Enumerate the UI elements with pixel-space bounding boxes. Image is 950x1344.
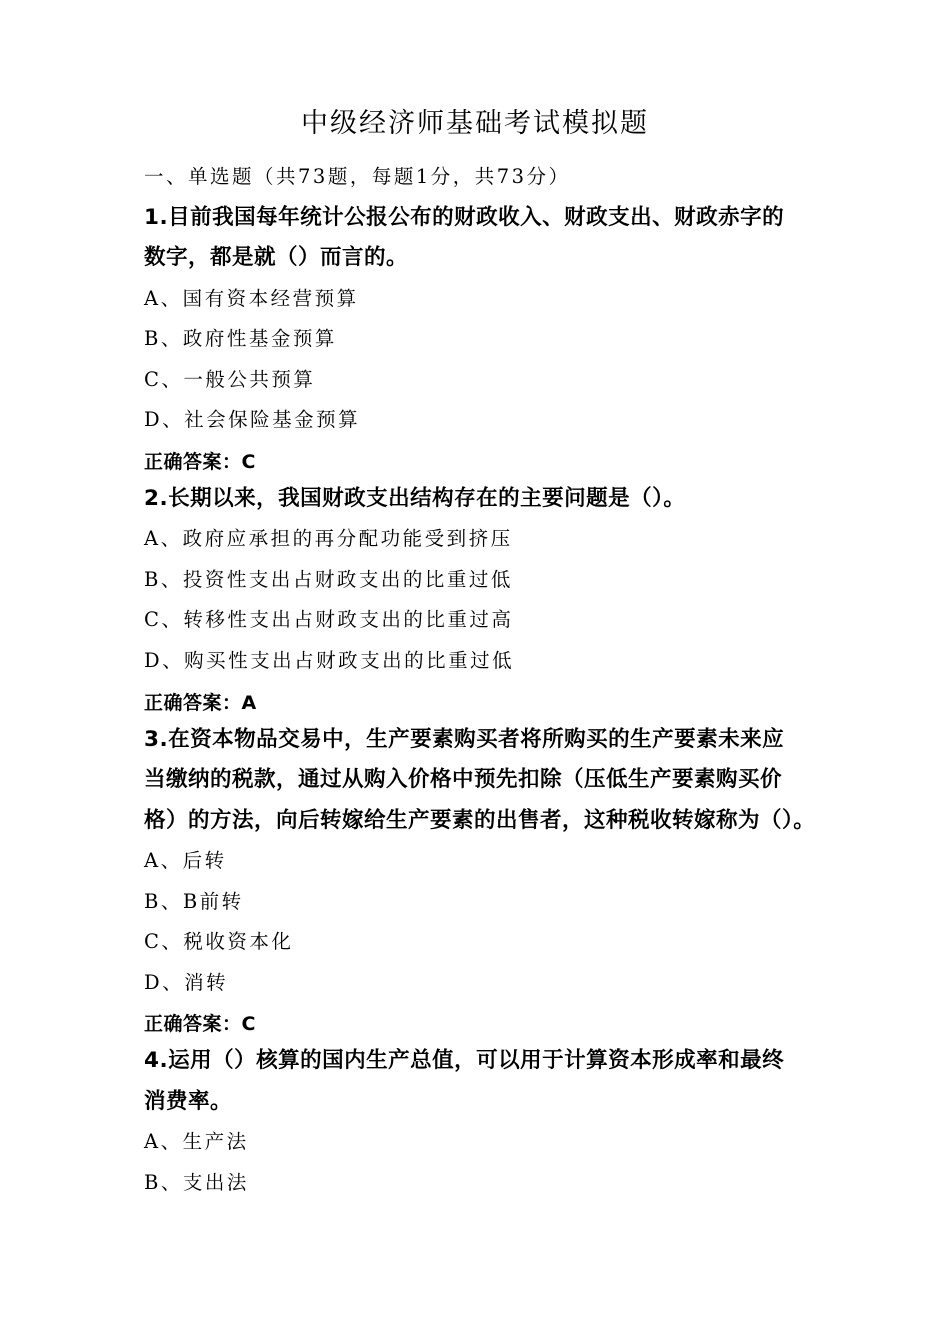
question-3-stem-line-2: 当缴纳的税款，通过从购入价格中预先扣除（压低生产要素购买价 — [144, 767, 783, 792]
question-2-answer: 正确答案：A — [144, 692, 257, 714]
document-title: 中级经济师基础考试模拟题 — [301, 108, 649, 139]
question-2-option-d: D、购买性支出占财政支出的比重过低 — [144, 649, 515, 672]
question-4-option-b: B、支出法 — [144, 1171, 249, 1194]
question-3-answer: 正确答案：C — [144, 1013, 256, 1035]
question-3-option-d: D、消转 — [144, 971, 229, 994]
section-heading: 一、单选题（共73题，每题1分，共73分） — [144, 165, 571, 188]
question-2-option-c: C、转移性支出占财政支出的比重过高 — [144, 608, 514, 631]
question-1-stem-line-2: 数字，都是就（）而言的。 — [144, 245, 409, 270]
question-2-option-b: B、投资性支出占财政支出的比重过低 — [144, 568, 513, 591]
question-3-stem-line-3: 格）的方法，向后转嫁给生产要素的出售者，这种税收转嫁称为（）。 — [144, 808, 816, 833]
question-3-stem-line-1: 3.在资本物品交易中，生产要素购买者将所购买的生产要素未来应 — [144, 727, 785, 752]
question-1-option-c: C、一般公共预算 — [144, 368, 316, 391]
question-3-option-a: A、后转 — [144, 849, 227, 872]
question-1-option-a: A、国有资本经营预算 — [144, 287, 359, 310]
question-4-option-a: A、生产法 — [144, 1130, 249, 1153]
question-1-option-d: D、社会保险基金预算 — [144, 408, 361, 431]
question-1-stem-line-1: 1.目前我国每年统计公报公布的财政收入、财政支出、财政赤字的 — [144, 205, 785, 230]
question-3-option-c: C、税收资本化 — [144, 930, 294, 953]
question-1-answer: 正确答案：C — [144, 451, 256, 473]
question-1-option-b: B、政府性基金预算 — [144, 327, 337, 350]
question-4-stem-line-1: 4.运用（）核算的国内生产总值，可以用于计算资本形成率和最终 — [144, 1048, 785, 1073]
question-4-stem-line-2: 消费率。 — [144, 1089, 233, 1114]
question-2-stem-line-1: 2.长期以来，我国财政支出结构存在的主要问题是（）。 — [144, 486, 686, 511]
question-3-option-b: B、B前转 — [144, 890, 244, 913]
question-2-option-a: A、政府应承担的再分配功能受到挤压 — [144, 527, 513, 550]
